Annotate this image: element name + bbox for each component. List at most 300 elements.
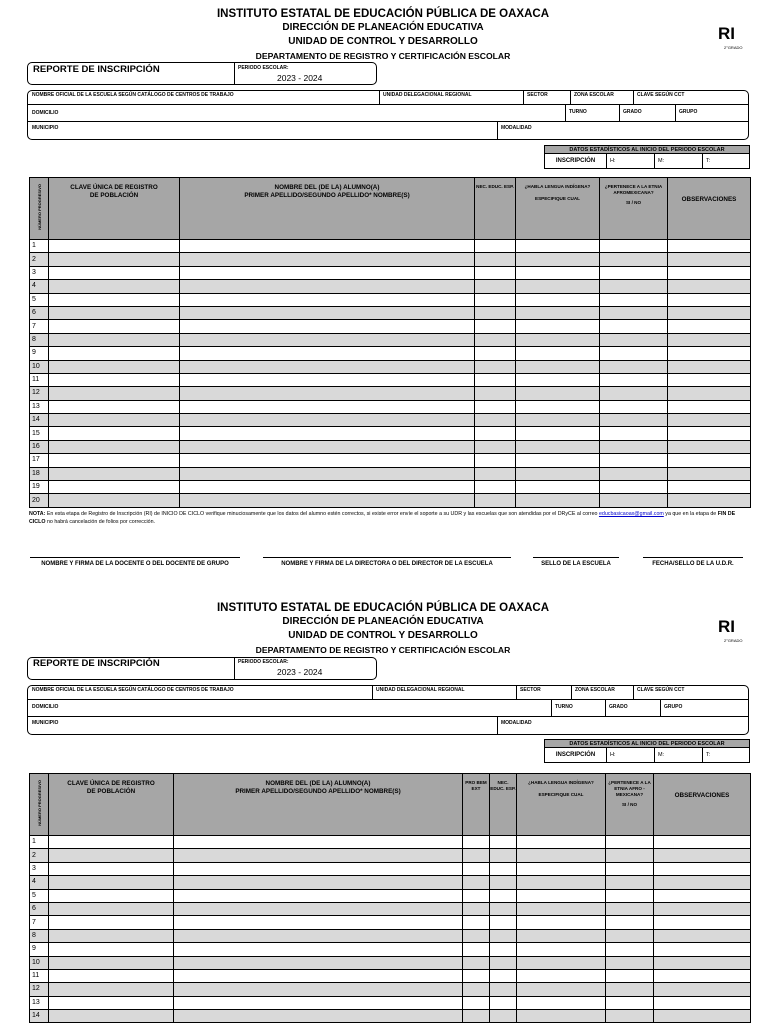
table-cell[interactable] — [180, 347, 475, 360]
table-row — [30, 320, 751, 333]
zone-field[interactable]: ZONA ESCOLAR — [575, 687, 615, 693]
table-cell[interactable] — [517, 983, 606, 996]
table-cell[interactable] — [180, 253, 475, 266]
table-row — [30, 400, 751, 413]
sector-field[interactable]: SECTOR — [520, 687, 541, 693]
table-cell[interactable] — [180, 387, 475, 400]
table-cell[interactable] — [668, 240, 751, 253]
table-cell[interactable] — [174, 889, 463, 902]
table-cell[interactable] — [180, 454, 475, 467]
table-cell[interactable] — [49, 889, 174, 902]
table-cell[interactable] — [606, 983, 654, 996]
col-pro-header: PRO BEM EXT — [463, 774, 490, 836]
table-cell[interactable] — [517, 956, 606, 969]
period-label: PERIODO ESCOLAR: — [238, 659, 289, 665]
table-cell[interactable] — [174, 862, 463, 875]
table-cell[interactable] — [475, 454, 516, 467]
table-cell[interactable] — [654, 902, 751, 915]
table-cell[interactable] — [516, 253, 600, 266]
table-cell[interactable] — [654, 983, 751, 996]
table-cell[interactable] — [490, 889, 517, 902]
row-number: 11 — [30, 969, 49, 982]
table-cell[interactable] — [463, 943, 490, 956]
table-cell[interactable] — [668, 440, 751, 453]
table-cell[interactable] — [49, 360, 180, 373]
table-cell[interactable] — [600, 414, 668, 427]
col-language-header: ¿HABLA LENGUA INDÍGENA? ESPECIFIQUE CUAL — [516, 178, 600, 240]
table-cell[interactable] — [463, 956, 490, 969]
municipality-field[interactable]: MUNICIPIO — [32, 125, 59, 131]
table-cell[interactable] — [49, 347, 180, 360]
table-cell[interactable] — [49, 876, 174, 889]
table-cell[interactable] — [475, 373, 516, 386]
table-cell[interactable] — [174, 1010, 463, 1023]
school-name-field[interactable]: NOMBRE OFICIAL DE LA ESCUELA SEGÚN CATÁLOGO DE CENTROS DE TRABAJO — [32, 92, 234, 98]
period-field[interactable]: 2023 - 2024 — [277, 667, 323, 677]
table-cell[interactable] — [180, 467, 475, 480]
table-cell[interactable] — [180, 440, 475, 453]
table-cell[interactable] — [463, 996, 490, 1009]
table-cell[interactable] — [490, 969, 517, 982]
modality-field[interactable]: MODALIDAD — [501, 125, 532, 131]
stats-t-field[interactable]: T: — [703, 748, 750, 763]
table-cell[interactable] — [600, 280, 668, 293]
table-cell[interactable] — [668, 280, 751, 293]
stats-h-field[interactable]: H: — [607, 748, 655, 763]
table-cell[interactable] — [490, 862, 517, 875]
table-cell[interactable] — [516, 306, 600, 319]
table-row — [30, 333, 751, 346]
enrollment-label: INSCRIPCIÓN — [545, 748, 607, 763]
table-cell[interactable] — [463, 916, 490, 929]
table-cell[interactable] — [49, 902, 174, 915]
table-cell[interactable] — [180, 373, 475, 386]
table-cell[interactable] — [475, 360, 516, 373]
table-cell[interactable] — [475, 467, 516, 480]
zone-field[interactable]: ZONA ESCOLAR — [574, 92, 614, 98]
table-cell[interactable] — [668, 427, 751, 440]
table-cell[interactable] — [654, 969, 751, 982]
table-cell[interactable] — [654, 889, 751, 902]
cct-field[interactable]: CLAVE SEGÚN CCT — [637, 92, 685, 98]
table-cell[interactable] — [490, 902, 517, 915]
table-cell[interactable] — [490, 996, 517, 1009]
table-cell[interactable] — [475, 293, 516, 306]
table-cell[interactable] — [490, 929, 517, 942]
table-cell[interactable] — [463, 929, 490, 942]
table-cell[interactable] — [490, 1010, 517, 1023]
period-field[interactable]: 2023 - 2024 — [277, 73, 323, 83]
table-cell[interactable] — [180, 280, 475, 293]
unit-title: UNIDAD DE CONTROL Y DESARROLLO — [288, 630, 478, 641]
table-cell[interactable] — [668, 481, 751, 494]
table-cell[interactable] — [475, 240, 516, 253]
table-cell[interactable] — [668, 253, 751, 266]
table-cell[interactable] — [180, 320, 475, 333]
row-number: 7 — [30, 916, 49, 929]
table-cell[interactable] — [180, 266, 475, 279]
table-cell[interactable] — [516, 333, 600, 346]
table-cell[interactable] — [490, 943, 517, 956]
table-cell[interactable] — [516, 373, 600, 386]
table-cell[interactable] — [606, 902, 654, 915]
table-cell[interactable] — [49, 849, 174, 862]
grade-field[interactable]: GRADO — [623, 109, 642, 115]
table-cell[interactable] — [668, 387, 751, 400]
table-cell[interactable] — [49, 240, 180, 253]
table-cell[interactable] — [463, 862, 490, 875]
school-name-field[interactable]: NOMBRE OFICIAL DE LA ESCUELA SEGÚN CATÁLOGO DE CENTROS DE TRABAJO — [32, 687, 234, 693]
table-cell[interactable] — [606, 996, 654, 1009]
table-cell[interactable] — [475, 427, 516, 440]
table-cell[interactable] — [463, 836, 490, 849]
col-afro-header: ¿PERTENECE A LA ETNIA AFROMEXICANA? SI / NO — [600, 178, 668, 240]
table-cell[interactable] — [49, 983, 174, 996]
table-cell[interactable] — [606, 929, 654, 942]
table-cell[interactable] — [600, 400, 668, 413]
col-observations-header: OBSERVACIONES — [654, 774, 751, 836]
table-cell[interactable] — [668, 400, 751, 413]
col-curp-header: CLAVE ÚNICA DE REGISTRO DE POBLACIÓN — [49, 178, 180, 240]
col-number-header: NÚMERO PROGRESIVO — [30, 178, 49, 240]
table-cell[interactable] — [49, 862, 174, 875]
table-cell[interactable] — [606, 916, 654, 929]
table-cell[interactable] — [516, 414, 600, 427]
table-cell[interactable] — [174, 996, 463, 1009]
table-cell[interactable] — [180, 306, 475, 319]
table-cell[interactable] — [516, 360, 600, 373]
table-cell[interactable] — [174, 969, 463, 982]
table-cell[interactable] — [600, 360, 668, 373]
table-cell[interactable] — [49, 454, 180, 467]
table-cell[interactable] — [174, 876, 463, 889]
report-title: REPORTE DE INSCRIPCIÓN — [33, 658, 160, 669]
table-cell[interactable] — [174, 836, 463, 849]
table-cell[interactable] — [600, 494, 668, 507]
table-cell[interactable] — [180, 400, 475, 413]
table-cell[interactable] — [49, 916, 174, 929]
table-cell[interactable] — [517, 849, 606, 862]
col-number-header: NÚMERO PROGRESIVO — [30, 774, 49, 836]
department-title: DEPARTAMENTO DE REGISTRO Y CERTIFICACIÓN ESCOLAR — [255, 645, 511, 655]
table-cell[interactable] — [517, 996, 606, 1009]
table-cell[interactable] — [174, 849, 463, 862]
table-cell[interactable] — [606, 943, 654, 956]
stats-table — [544, 145, 750, 169]
group-field[interactable]: GRUPO — [679, 109, 698, 115]
table-cell[interactable] — [654, 956, 751, 969]
table-cell[interactable] — [600, 427, 668, 440]
table-cell[interactable] — [49, 440, 180, 453]
table-cell[interactable] — [600, 467, 668, 480]
table-cell[interactable] — [475, 253, 516, 266]
table-cell[interactable] — [668, 306, 751, 319]
table-row — [30, 360, 751, 373]
table-cell[interactable] — [668, 333, 751, 346]
table-cell[interactable] — [180, 494, 475, 507]
table-cell[interactable] — [49, 929, 174, 942]
table-cell[interactable] — [180, 293, 475, 306]
table-cell[interactable] — [600, 240, 668, 253]
grade-field[interactable]: GRADO — [609, 704, 628, 710]
table-row — [30, 387, 751, 400]
table-cell[interactable] — [654, 849, 751, 862]
table-cell[interactable] — [600, 320, 668, 333]
table-cell[interactable] — [49, 494, 180, 507]
table-cell[interactable] — [49, 333, 180, 346]
table-cell[interactable] — [463, 969, 490, 982]
table-cell[interactable] — [49, 969, 174, 982]
row-number: 17 — [30, 454, 49, 467]
table-cell[interactable] — [49, 467, 180, 480]
table-cell[interactable] — [463, 889, 490, 902]
table-cell[interactable] — [174, 902, 463, 915]
table-cell[interactable] — [600, 347, 668, 360]
table-cell[interactable] — [49, 387, 180, 400]
director-signature: NOMBRE Y FIRMA DE LA DIRECTORA O DEL DIRECTOR DE LA ESCUELA — [281, 561, 493, 567]
table-cell[interactable] — [668, 494, 751, 507]
department-title: DEPARTAMENTO DE REGISTRO Y CERTIFICACIÓN ESCOLAR — [255, 51, 511, 61]
stats-t-field[interactable]: T: — [703, 154, 750, 169]
row-number: 1 — [30, 836, 49, 849]
table-cell[interactable] — [606, 862, 654, 875]
table-cell[interactable] — [180, 427, 475, 440]
table-row — [30, 1010, 751, 1023]
table-cell[interactable] — [475, 280, 516, 293]
table-cell[interactable] — [516, 481, 600, 494]
form-header — [150, 601, 616, 657]
row-number: 3 — [30, 266, 49, 279]
table-cell[interactable] — [517, 836, 606, 849]
table-cell[interactable] — [49, 943, 174, 956]
table-cell[interactable] — [600, 387, 668, 400]
table-cell[interactable] — [180, 333, 475, 346]
table-cell[interactable] — [463, 902, 490, 915]
table-cell[interactable] — [180, 414, 475, 427]
table-cell[interactable] — [654, 862, 751, 875]
table-cell[interactable] — [475, 387, 516, 400]
col-nee-header: NEC. EDUC. ESP. — [475, 178, 516, 240]
row-number: 8 — [30, 929, 49, 942]
table-cell[interactable] — [517, 862, 606, 875]
table-row — [30, 454, 751, 467]
table-cell[interactable] — [516, 240, 600, 253]
table-cell[interactable] — [668, 360, 751, 373]
table-cell[interactable] — [668, 454, 751, 467]
table-cell[interactable] — [668, 347, 751, 360]
table-cell[interactable] — [517, 889, 606, 902]
table-cell[interactable] — [600, 306, 668, 319]
table-cell[interactable] — [668, 414, 751, 427]
row-number: 6 — [30, 902, 49, 915]
table-cell[interactable] — [668, 266, 751, 279]
shift-field[interactable]: TURNO — [569, 109, 587, 115]
group-field[interactable]: GRUPO — [664, 704, 683, 710]
table-row — [30, 481, 751, 494]
table-cell[interactable] — [516, 427, 600, 440]
table-cell[interactable] — [49, 280, 180, 293]
table-row — [30, 440, 751, 453]
table-cell[interactable] — [475, 320, 516, 333]
table-cell[interactable] — [516, 387, 600, 400]
stats-h-field[interactable]: H: — [607, 154, 655, 169]
table-cell[interactable] — [49, 1010, 174, 1023]
table-cell[interactable] — [654, 943, 751, 956]
stats-m-field[interactable]: M: — [655, 748, 703, 763]
table-cell[interactable] — [516, 400, 600, 413]
address-field[interactable]: DOMICILIO — [32, 110, 59, 116]
row-number: 18 — [30, 467, 49, 480]
table-cell[interactable] — [668, 293, 751, 306]
table-cell[interactable] — [49, 400, 180, 413]
municipality-field[interactable]: MUNICIPIO — [32, 720, 59, 726]
table-cell[interactable] — [180, 360, 475, 373]
table-cell[interactable] — [174, 929, 463, 942]
table-cell[interactable] — [490, 956, 517, 969]
table-cell[interactable] — [516, 293, 600, 306]
row-number: 14 — [30, 1010, 49, 1023]
table-cell[interactable] — [606, 849, 654, 862]
table-cell[interactable] — [49, 320, 180, 333]
table-cell[interactable] — [668, 320, 751, 333]
row-number: 7 — [30, 320, 49, 333]
table-cell[interactable] — [475, 266, 516, 279]
table-cell[interactable] — [517, 876, 606, 889]
table-cell[interactable] — [654, 916, 751, 929]
table-cell[interactable] — [174, 983, 463, 996]
table-cell[interactable] — [463, 876, 490, 889]
table-cell[interactable] — [49, 253, 180, 266]
table-cell[interactable] — [180, 240, 475, 253]
stats-title: DATOS ESTADÍSTICOS AL INICIO DEL PERIODO ESCOLAR — [545, 146, 750, 154]
table-cell[interactable] — [49, 956, 174, 969]
table-cell[interactable] — [516, 320, 600, 333]
table-row — [30, 996, 751, 1009]
table-cell[interactable] — [463, 1010, 490, 1023]
table-cell[interactable] — [49, 293, 180, 306]
table-cell[interactable] — [49, 481, 180, 494]
table-cell[interactable] — [517, 916, 606, 929]
table-cell[interactable] — [516, 467, 600, 480]
row-number: 16 — [30, 440, 49, 453]
stats-m-field[interactable]: M: — [655, 154, 703, 169]
table-cell[interactable] — [475, 440, 516, 453]
table-cell[interactable] — [490, 876, 517, 889]
table-cell[interactable] — [606, 889, 654, 902]
table-cell[interactable] — [463, 983, 490, 996]
table-cell[interactable] — [517, 1010, 606, 1023]
table-cell[interactable] — [49, 414, 180, 427]
table-cell[interactable] — [516, 440, 600, 453]
table-cell[interactable] — [516, 347, 600, 360]
table-cell[interactable] — [516, 494, 600, 507]
school-seal: SELLO DE LA ESCUELA — [541, 561, 611, 567]
regional-unit-field[interactable]: UNIDAD DELEGACIONAL REGIONAL — [383, 92, 472, 98]
table-cell[interactable] — [600, 253, 668, 266]
row-number: 5 — [30, 293, 49, 306]
table-cell[interactable] — [49, 427, 180, 440]
table-cell[interactable] — [668, 373, 751, 386]
table-cell[interactable] — [475, 414, 516, 427]
table-cell[interactable] — [490, 836, 517, 849]
table-cell[interactable] — [49, 373, 180, 386]
table-cell[interactable] — [475, 347, 516, 360]
table-cell[interactable] — [49, 996, 174, 1009]
table-cell[interactable] — [463, 849, 490, 862]
table-cell[interactable] — [174, 956, 463, 969]
table-cell[interactable] — [490, 849, 517, 862]
table-cell[interactable] — [600, 440, 668, 453]
table-cell[interactable] — [517, 943, 606, 956]
table-cell[interactable] — [517, 929, 606, 942]
note-text: NOTA: En esta etapa de Registro de Inscripción (RI) de INICIO DE CICLO verifique minuciosamente que los datos del alumno estén correctos, si existe error envíe el soporte a su UDR y las escuelas que son atendidas por el DRyCE al correo educbasicaoax@gmail.com ya que en la etapa de FIN DE CICLO no habrá cancelación de folios por corrección. — [29, 511, 736, 525]
table-cell[interactable] — [49, 836, 174, 849]
table-cell[interactable] — [606, 836, 654, 849]
table-cell[interactable] — [600, 373, 668, 386]
table-cell[interactable] — [475, 333, 516, 346]
table-cell[interactable] — [49, 266, 180, 279]
regional-unit-field[interactable]: UNIDAD DELEGACIONAL REGIONAL — [376, 687, 465, 693]
table-cell[interactable] — [475, 494, 516, 507]
table-cell[interactable] — [606, 956, 654, 969]
table-cell[interactable] — [600, 293, 668, 306]
table-cell[interactable] — [606, 1010, 654, 1023]
table-cell[interactable] — [174, 916, 463, 929]
table-cell[interactable] — [475, 481, 516, 494]
email-link[interactable]: educbasicaoax@gmail.com — [598, 511, 664, 517]
table-cell[interactable] — [600, 333, 668, 346]
table-row — [30, 240, 751, 253]
table-row — [30, 293, 751, 306]
table-cell[interactable] — [516, 280, 600, 293]
table-cell[interactable] — [654, 836, 751, 849]
table-cell[interactable] — [490, 983, 517, 996]
table-cell[interactable] — [516, 454, 600, 467]
table-cell[interactable] — [654, 876, 751, 889]
modality-field[interactable]: MODALIDAD — [501, 720, 532, 726]
table-cell[interactable] — [49, 306, 180, 319]
table-cell[interactable] — [600, 481, 668, 494]
table-cell[interactable] — [180, 481, 475, 494]
table-cell[interactable] — [475, 400, 516, 413]
row-number: 3 — [30, 862, 49, 875]
table-cell[interactable] — [490, 916, 517, 929]
shift-field[interactable]: TURNO — [555, 704, 573, 710]
table-cell[interactable] — [668, 467, 751, 480]
table-cell[interactable] — [174, 943, 463, 956]
table-cell[interactable] — [654, 929, 751, 942]
col-name-header: NOMBRE DEL (DE LA) ALUMNO(A) PRIMER APELLIDO/SEGUNDO APELLIDO* NOMBRE(S) — [180, 178, 475, 240]
table-cell[interactable] — [517, 969, 606, 982]
table-cell[interactable] — [654, 996, 751, 1009]
table-cell[interactable] — [516, 266, 600, 279]
table-row — [30, 969, 751, 982]
table-row — [30, 467, 751, 480]
table-cell[interactable] — [517, 902, 606, 915]
student-table — [29, 177, 751, 508]
period-label: PERIODO ESCOLAR: — [238, 65, 289, 71]
table-cell[interactable] — [600, 454, 668, 467]
row-number: 12 — [30, 387, 49, 400]
table-cell[interactable] — [475, 306, 516, 319]
table-cell[interactable] — [654, 1010, 751, 1023]
table-cell[interactable] — [606, 969, 654, 982]
table-cell[interactable] — [600, 266, 668, 279]
address-field[interactable]: DOMICILIO — [32, 704, 59, 710]
table-cell[interactable] — [606, 876, 654, 889]
cct-field[interactable]: CLAVE SEGÚN CCT — [637, 687, 685, 693]
sector-field[interactable]: SECTOR — [527, 92, 548, 98]
